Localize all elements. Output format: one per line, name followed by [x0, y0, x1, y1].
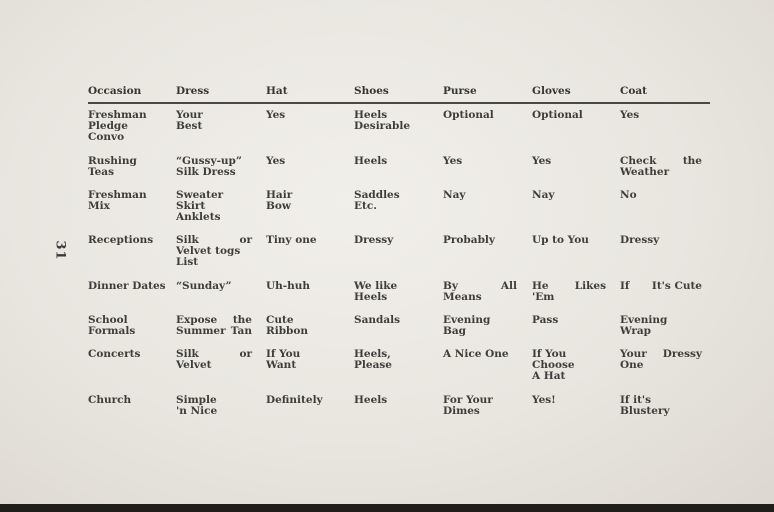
cell-line: Velvet togs — [176, 245, 241, 257]
cell-word: or — [239, 348, 252, 360]
cell-line: Receptions — [88, 234, 154, 246]
cell-coat — [620, 281, 702, 292]
cell-occasion — [88, 190, 147, 212]
cell-line: List — [176, 256, 199, 268]
cell-line: Evening — [620, 314, 668, 326]
header-gloves: Gloves — [532, 85, 571, 97]
cell-gloves — [532, 395, 556, 406]
cell-line: If You — [266, 348, 301, 360]
cell-line: Nay — [532, 189, 555, 201]
cell-gloves — [532, 156, 551, 167]
cell-line: Concerts — [88, 348, 141, 360]
cell-line: Teas — [88, 166, 115, 178]
cell-line: 'Em — [532, 291, 555, 303]
cell-word: the — [232, 314, 252, 326]
cell-line: Desirable — [354, 120, 411, 132]
cell-line — [176, 326, 252, 337]
cell-line: Tiny one — [266, 234, 317, 246]
cell-line: Etc. — [354, 200, 377, 212]
cell-occasion — [88, 349, 140, 360]
cell-occasion — [88, 235, 153, 246]
cell-line: Yes! — [532, 394, 556, 406]
cell-line: A Hat — [532, 370, 566, 382]
cell-line: If You — [532, 348, 567, 360]
cell-coat — [620, 110, 639, 121]
cell-line: Yes — [620, 109, 640, 121]
cell-hat — [266, 349, 300, 371]
cell-line: Dimes — [443, 405, 480, 417]
cell-line: Probably — [443, 234, 496, 246]
cell-shoes — [354, 110, 410, 132]
cell-line: Blustery — [620, 405, 670, 417]
cell-line: Yes — [443, 155, 463, 167]
cell-word: Summer — [176, 325, 226, 337]
header-hat: Hat — [266, 85, 288, 97]
cell-line: Simple — [176, 394, 217, 406]
cell-line: Bow — [266, 200, 291, 212]
cell-line: Convo — [88, 131, 125, 143]
cell-line: No — [620, 189, 637, 201]
cell-line: Heels — [354, 291, 388, 303]
cell-purse — [443, 349, 509, 360]
cell-occasion — [88, 395, 131, 406]
cell-word: By — [443, 280, 458, 292]
cell-line: Heels — [354, 109, 388, 121]
cell-line: Mix — [88, 200, 110, 212]
cell-occasion — [88, 156, 137, 178]
scan-bottom-edge — [0, 504, 774, 512]
header-coat: Coat — [620, 85, 648, 97]
cell-word: Silk — [176, 348, 199, 360]
cell-line: Wrap — [620, 325, 651, 337]
cell-occasion — [88, 110, 147, 143]
cell-hat — [266, 190, 292, 212]
cell-line: Formals — [88, 325, 136, 337]
cell-gloves — [532, 110, 583, 121]
header-shoes: Shoes — [354, 85, 389, 97]
cell-shoes — [354, 235, 393, 246]
cell-line: Uh-huh — [266, 280, 311, 292]
cell-line: Means — [443, 291, 482, 303]
cell-shoes — [354, 190, 400, 212]
cell-word: All — [500, 280, 517, 292]
cell-line: Want — [266, 359, 297, 371]
cell-gloves — [532, 235, 589, 246]
cell-dress — [176, 190, 223, 223]
cell-line: Church — [88, 394, 132, 406]
cell-line: For Your — [443, 394, 493, 406]
cell-hat — [266, 235, 317, 246]
cell-line: Definitely — [266, 394, 323, 406]
cell-dress — [176, 315, 252, 337]
cell-line: Best — [176, 120, 203, 132]
cell-occasion — [88, 315, 135, 337]
cell-coat — [620, 156, 702, 178]
cell-word: Tan — [230, 325, 252, 337]
cell-word: or — [239, 234, 252, 246]
cell-gloves — [532, 315, 558, 326]
cell-line: We like — [354, 280, 398, 292]
page-number: 31 — [52, 240, 68, 261]
cell-dress — [176, 281, 232, 292]
cell-line: Freshman — [88, 189, 147, 201]
cell-dress — [176, 235, 252, 268]
cell-purse — [443, 315, 490, 337]
cell-line: Saddles — [354, 189, 400, 201]
cell-word: Silk — [176, 234, 199, 246]
cell-line: Bag — [443, 325, 467, 337]
cell-line: “Gussy-up” — [176, 155, 242, 167]
cell-line: Cute — [266, 314, 294, 326]
cell-line: Anklets — [176, 211, 221, 223]
cell-line: A Nice One — [443, 348, 509, 360]
cell-shoes — [354, 395, 387, 406]
cell-purse — [443, 281, 517, 303]
header-purse: Purse — [443, 85, 477, 97]
cell-line: Choose — [532, 359, 575, 371]
cell-hat — [266, 156, 285, 167]
cell-purse — [443, 110, 494, 121]
cell-line: Sandals — [354, 314, 401, 326]
cell-line: Optional — [443, 109, 494, 121]
cell-coat — [620, 315, 667, 337]
cell-shoes — [354, 349, 392, 371]
cell-line: Dressy — [354, 234, 394, 246]
header-occasion: Occasion — [88, 85, 142, 97]
cell-line — [620, 281, 702, 292]
cell-shoes — [354, 156, 387, 167]
cell-dress — [176, 156, 242, 178]
cell-word: the — [682, 155, 702, 167]
cell-line: Silk Dress — [176, 166, 236, 178]
cell-coat — [620, 235, 659, 246]
cell-line: If it's — [620, 394, 652, 406]
cell-gloves — [532, 349, 575, 382]
cell-dress — [176, 110, 203, 132]
cell-word: Check — [620, 155, 657, 167]
cell-line: Ribbon — [266, 325, 309, 337]
cell-word: Likes — [574, 280, 606, 292]
cell-shoes — [354, 315, 400, 326]
cell-word: Dressy — [662, 348, 702, 360]
cell-occasion — [88, 281, 166, 292]
cell-dress — [176, 395, 217, 417]
cell-purse — [443, 156, 462, 167]
cell-coat — [620, 395, 670, 417]
cell-purse — [443, 190, 466, 201]
header-dress: Dress — [176, 85, 210, 97]
cell-line: Sweater — [176, 189, 224, 201]
cell-line: Pledge — [88, 120, 128, 132]
cell-hat — [266, 395, 323, 406]
cell-line: Yes — [266, 109, 286, 121]
cell-hat — [266, 315, 308, 337]
cell-line: Dinner Dates — [88, 280, 166, 292]
cell-line: Rushing — [88, 155, 137, 167]
cell-line: Up to You — [532, 234, 589, 246]
cell-coat — [620, 349, 702, 371]
cell-hat — [266, 281, 310, 292]
cell-line: “Sunday” — [176, 280, 232, 292]
cell-line: Dressy — [620, 234, 660, 246]
cell-purse — [443, 395, 493, 417]
cell-line: Please — [354, 359, 392, 371]
cell-line: Velvet — [176, 359, 212, 371]
cell-line: Nay — [443, 189, 466, 201]
cell-word: It's Cute — [651, 280, 702, 292]
cell-line: School — [88, 314, 128, 326]
cell-line: Weather — [620, 166, 670, 178]
cell-hat — [266, 110, 285, 121]
cell-purse — [443, 235, 495, 246]
cell-coat — [620, 190, 637, 201]
cell-line: Freshman — [88, 109, 147, 121]
cell-line: Heels, — [354, 348, 391, 360]
cell-gloves — [532, 281, 606, 303]
cell-line: Hair — [266, 189, 293, 201]
cell-line: Optional — [532, 109, 583, 121]
cell-line: Skirt — [176, 200, 206, 212]
cell-word: He — [532, 280, 549, 292]
cell-line: Evening — [443, 314, 491, 326]
cell-line: Heels — [354, 155, 388, 167]
cell-line: 'n Nice — [176, 405, 218, 417]
cell-gloves — [532, 190, 555, 201]
cell-line: Yes — [266, 155, 286, 167]
cell-line: Pass — [532, 314, 559, 326]
cell-word: If — [620, 280, 630, 292]
cell-line: Yes — [532, 155, 552, 167]
cell-line: Your — [176, 109, 203, 121]
cell-shoes — [354, 281, 397, 303]
cell-word: Your — [620, 348, 647, 360]
cell-dress — [176, 349, 252, 371]
header-rule — [88, 102, 710, 104]
cell-line: One — [620, 359, 644, 371]
cell-line: Heels — [354, 394, 388, 406]
cell-word: Expose — [176, 314, 218, 326]
